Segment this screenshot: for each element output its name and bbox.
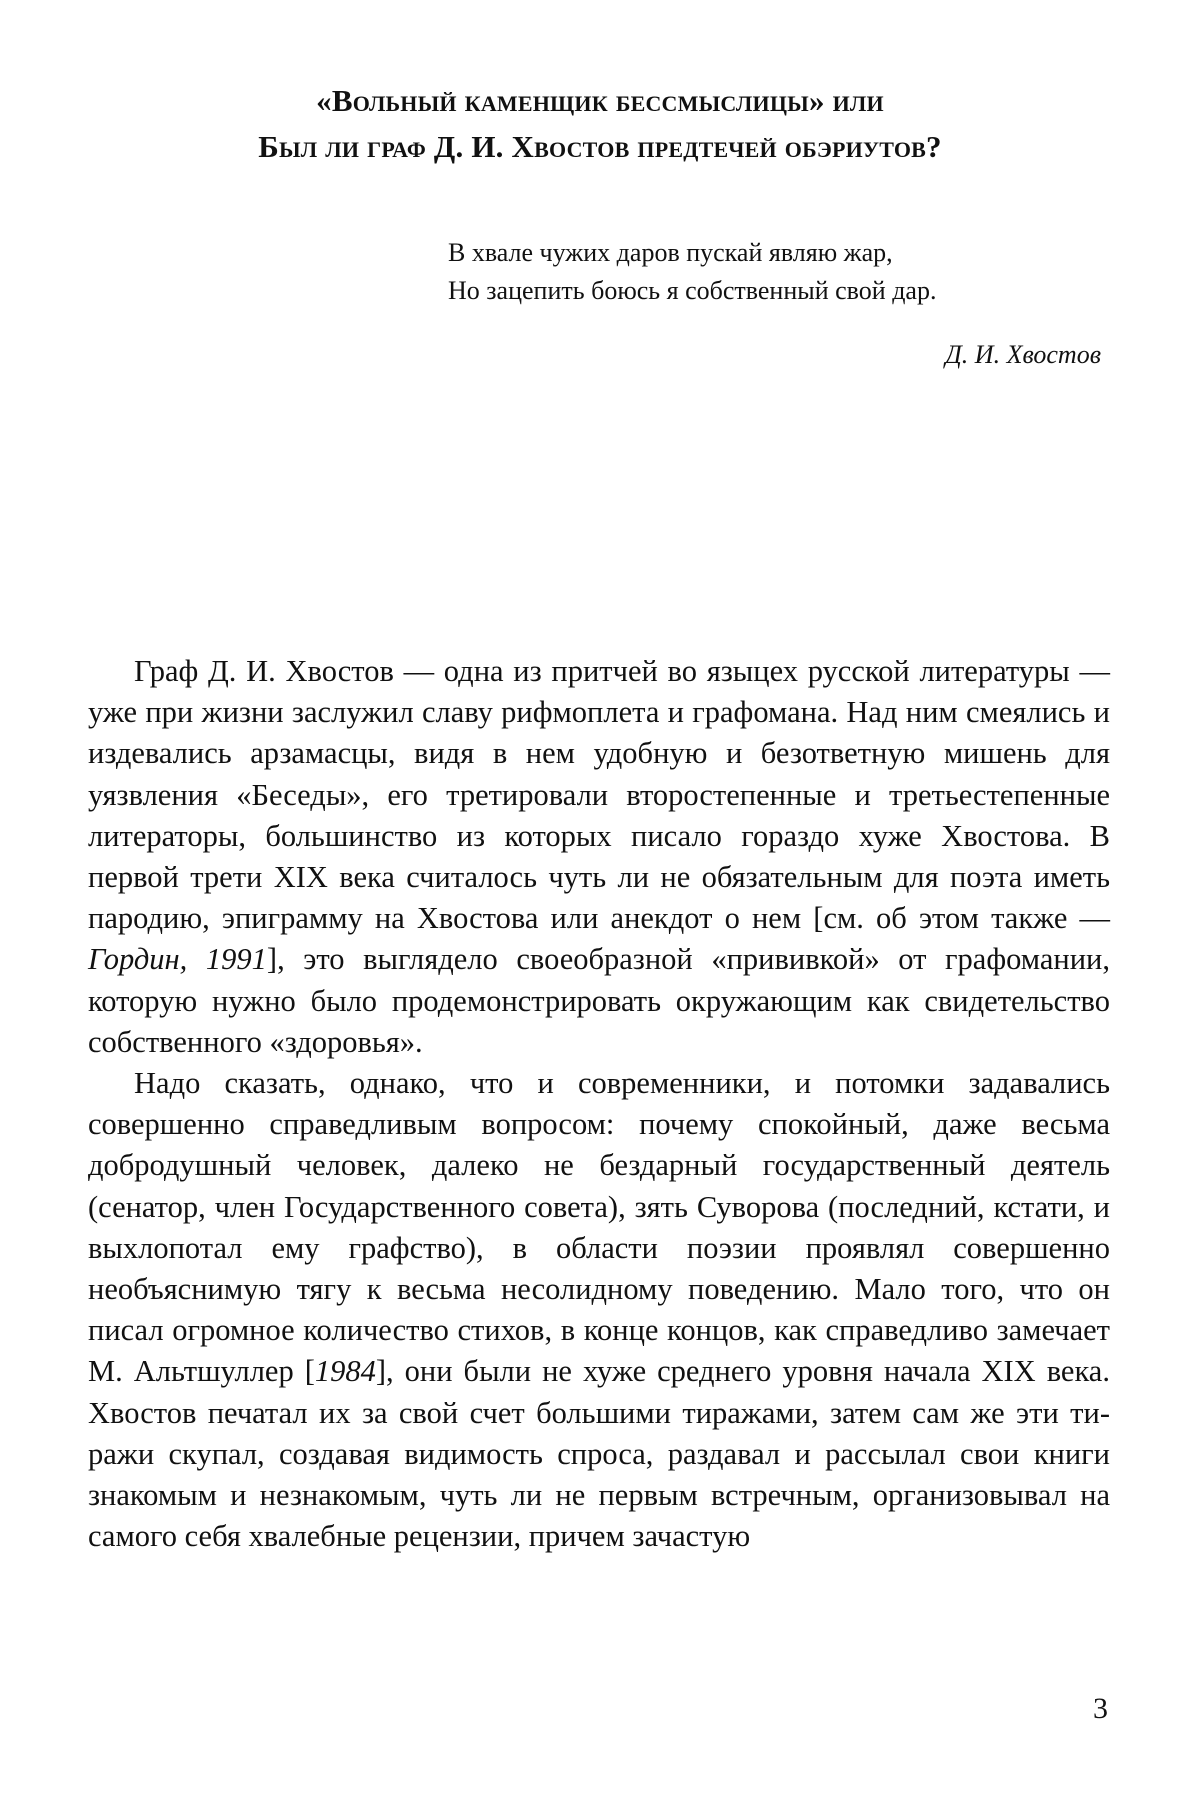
- paragraph-1: [88, 651, 1110, 1063]
- chapter-title-line-1: «Вольный каменщик бессмыслицы» или: [316, 83, 884, 118]
- epigraph-author: Д. И. Хвостов: [945, 340, 1101, 369]
- chapter-title-line-2: Был ли граф Д. И. Хвостов предтечей обэриутов?: [258, 129, 942, 164]
- paragraph-2: [88, 1063, 1110, 1557]
- epigraph-line-2: Но зацепить боюсь я собственный свой дар.: [448, 276, 937, 305]
- chapter-title: [80, 78, 1120, 170]
- paragraph-2-text-b: ], они были не хуже среднего уровня начала XIX века. Хвостов печатал их за свой счет большими тиражами, затем сам же эти тиражи скупал, создавая видимость спроса, раздавал и рассылал свои книги знакомым и незнакомым, чуть ли не первым встречным, организовывал на самого себя хвалебные рецензии, причем зачастую: [88, 1354, 1110, 1554]
- citation-gordin: Гордин, 1991: [88, 942, 267, 977]
- body-text: [88, 651, 1110, 1557]
- epigraph: [448, 234, 936, 310]
- paragraph-2-text-a: Надо сказать, однако, что и современники, и потомки задавались совершенно справедливым вопросом: почему спокойный, даже весьма добродушный человек, далеко не бездарный государственный деятель (сенатор, член Государственного совета), зять Суворова (последний, кстати, и выхлопотал ему графство), в области поэзии проявлял совершенно необъяснимую тягу к весьма несолидному поведению. Мало того, что он писал огромное количество стихов, в конце концов, как справедливо замечает М. Альтшуллер [: [88, 1066, 1110, 1389]
- paragraph-1-text-a: Граф Д. И. Хвостов — одна из притчей во языцех русской литературы — уже при жизни заслужил славу рифмоплета и графомана. Над ним смеялись и издевались арзамасцы, видя в нем удобную и безответную мишень для уязвления «Беседы», его третировали второстепенные и третьестепенные литераторы, большинство из которых писало гораздо хуже Хвостова. В первой трети XIX века считалось чуть ли не обязательным для поэта иметь пародию, эпиграмму на Хвостова или анекдот о нем [см. об этом также —: [88, 654, 1110, 936]
- paragraph-1-text-b: ], это выглядело своеобразной «прививкой» от графомании, которую нужно было продемонстрировать окружающим как свидетельство собственного «здоровья».: [88, 942, 1110, 1059]
- epigraph-line-1: В хвале чужих даров пускай являю жар,: [448, 238, 893, 267]
- citation-altshuller: 1984: [314, 1354, 376, 1389]
- page-number: 3: [1093, 1692, 1108, 1725]
